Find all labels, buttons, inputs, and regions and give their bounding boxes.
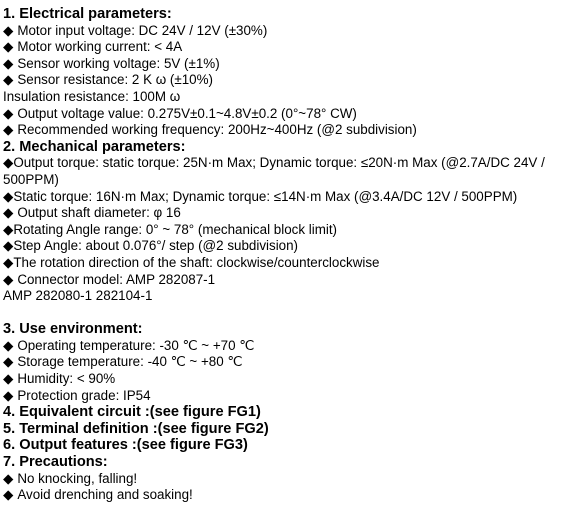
list-item: ◆ Motor working current: < 4A: [3, 39, 183, 55]
list-item: ◆ Output voltage value: 0.275V±0.1~4.8V±0.2 (0°~78° CW): [3, 105, 357, 121]
diamond-bullet-icon: ◆: [3, 387, 14, 403]
diamond-bullet-icon: ◆: [3, 371, 14, 387]
diamond-bullet-icon: ◆: [3, 155, 14, 171]
diamond-bullet-icon: ◆: [3, 470, 14, 486]
section-heading-mechanical: 2. Mechanical parameters:: [3, 138, 186, 155]
diamond-bullet-icon: ◆: [3, 221, 14, 237]
list-item: ◆Static torque: 16N·m Max; Dynamic torque: ≤14N·m Max (@3.4A/DC 12V / 500PPM): [3, 188, 518, 204]
list-item: ◆ Recommended working frequency: 200Hz~400Hz (@2 subdivision): [3, 122, 417, 138]
list-item: ◆Rotating Angle range: 0° ~ 78° (mechanical block limit): [3, 221, 338, 237]
diamond-bullet-icon: ◆: [3, 487, 14, 503]
section-heading-electrical: 1. Electrical parameters:: [3, 6, 172, 22]
list-item: ◆ Protection grade: IP54: [3, 387, 151, 403]
diamond-bullet-icon: ◆: [3, 188, 14, 204]
section-heading-terminal-definition: 5. Terminal definition :(see figure FG2): [3, 420, 269, 437]
list-item: ◆ Humidity: < 90%: [3, 371, 116, 387]
section-heading-environment: 3. Use environment:: [3, 321, 143, 338]
list-item: ◆ Avoid drenching and soaking!: [3, 487, 193, 503]
diamond-bullet-icon: ◆: [3, 254, 14, 270]
list-item-plain: Insulation resistance: 100M ω: [3, 88, 181, 104]
diamond-bullet-icon: ◆: [3, 205, 14, 221]
list-item: ◆Step Angle: about 0.076°/ step (@2 subdivision): [3, 238, 299, 254]
list-item: ◆ Sensor working voltage: 5V (±1%): [3, 55, 220, 71]
section-heading-equivalent-circuit: 4. Equivalent circuit :(see figure FG1): [3, 404, 261, 421]
diamond-bullet-icon: ◆: [3, 39, 14, 55]
diamond-bullet-icon: ◆: [3, 105, 14, 121]
diamond-bullet-icon: ◆: [3, 72, 14, 88]
list-item-plain: AMP 282080-1 282104-1: [3, 288, 153, 304]
list-item: ◆ No knocking, falling!: [3, 470, 138, 486]
list-item: ◆ Sensor resistance: 2 K ω (±10%): [3, 72, 213, 88]
section-heading-precautions: 7. Precautions:: [3, 454, 108, 471]
list-item: ◆The rotation direction of the shaft: clockwise/counterclockwise: [3, 254, 380, 270]
diamond-bullet-icon: ◆: [3, 337, 14, 353]
diamond-bullet-icon: ◆: [3, 271, 14, 287]
list-item: ◆ Motor input voltage: DC 24V / 12V (±30%): [3, 22, 268, 38]
diamond-bullet-icon: ◆: [3, 354, 14, 370]
diamond-bullet-icon: ◆: [3, 238, 14, 254]
diamond-bullet-icon: ◆: [3, 22, 14, 38]
list-item: ◆ Operating temperature: -30 ℃ ~ +70 ℃: [3, 337, 255, 353]
spacer: [3, 305, 575, 322]
section-heading-output-features: 6. Output features :(see figure FG3): [3, 437, 248, 454]
diamond-bullet-icon: ◆: [3, 122, 14, 138]
list-item: ◆ Connector model: AMP 282087-1: [3, 271, 216, 287]
list-item: ◆Output torque: static torque: 25N·m Max; Dynamic torque: ≤20N·m Max (@2.7A/DC 24V / 500PPM): [3, 155, 545, 187]
diamond-bullet-icon: ◆: [3, 55, 14, 71]
list-item: ◆ Storage temperature: -40 ℃ ~ +80 ℃: [3, 354, 243, 370]
list-item: ◆ Output shaft diameter: φ 16: [3, 205, 181, 221]
